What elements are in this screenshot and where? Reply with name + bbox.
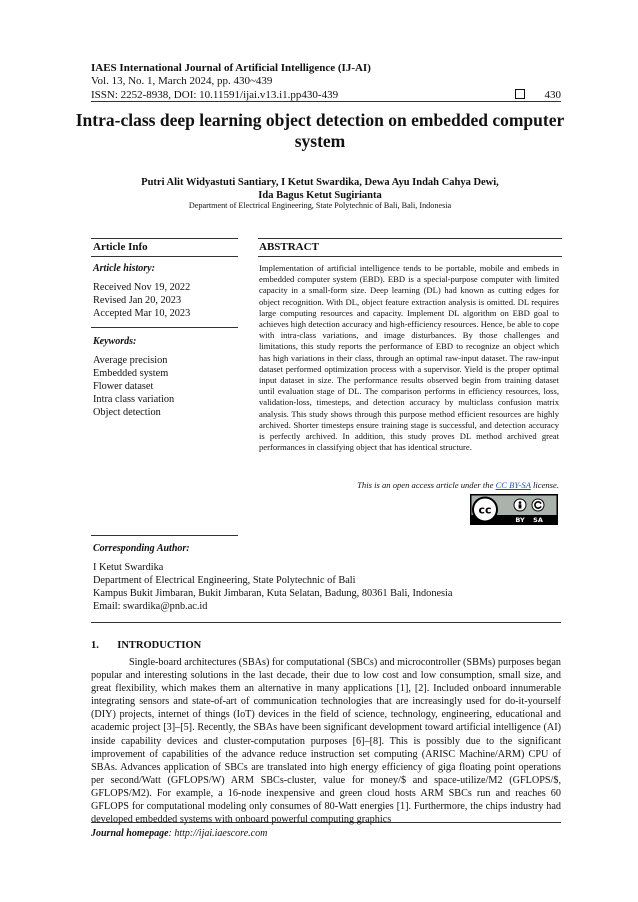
revised-date: Revised Jan 20, 2023 (93, 295, 182, 306)
square-icon (515, 89, 525, 99)
authors-line-2: Ida Bagus Ketut Sugirianta (258, 190, 382, 201)
homepage-label: Journal homepage (91, 828, 169, 839)
keywords-rule (91, 327, 238, 328)
journal-homepage[interactable] (91, 828, 267, 839)
corresponding-dept: Department of Electrical Engineering, State Polytechnic of Bali (93, 575, 356, 586)
intro-heading: 1. INTRODUCTION (91, 640, 202, 651)
keyword-item: Average precision (93, 355, 168, 366)
license-prefix: This is an open access article under the (357, 480, 496, 490)
license-link[interactable]: CC BY-SA (495, 480, 531, 490)
article-info-rule (91, 256, 238, 257)
article-info-heading: Article Info (93, 241, 148, 253)
intro-paragraph: Single-board architectures (SBAs) for computational (SBCs) and microcontroller (SBMs) purposes began popular and interesting solutions in the last decade, their due to low cost and low consumption, small size, and great flexibility, which makes them an alternative in many applications [1], [2]. Included onboard innumerable integrating sensors and state-of-art of communication technologies that are increasingly used for do-it-yourself (DIY) projects, internet of things (IoT) devices in the field of science, technology, engineering, educational and academic project [3]–[5]. Recently, the SBAs have been significant development toward artificial intelligence (AI) inside capability devices and cluster-computation purposes [6]–[8]. This is possibly due to the significant improvement of capabilities of the advance reduce instruction set computing (ARISC Machine/ARM) CPU of SBAs. Advances application of SBCs are translated into high energy efficiency of giga floating point operations per second/Watt (GFLOPS/W) ARM SBCs-cluster, value for money/$ and space-utilize/M2 (GFLOPS/$, GFLOPS/M2). For example, a 16-node inexpensive and green cloud hosts ARM SBCs run and reaches 60 GFLOPS for computational modeling only consumes of 80-Watt energies [1]. Furthermore, the chips industry had developed embedded systems with onboard powerful computing graphics (91, 657, 561, 826)
keyword-item: Embedded system (93, 368, 169, 379)
badge-cc-text: cc (478, 503, 492, 517)
cc-by-sa-badge[interactable] (470, 494, 558, 525)
article-info-rule-top (91, 238, 238, 239)
paper-title: Intra-class deep learning object detection on embedded computer system (75, 110, 565, 151)
corresponding-email[interactable]: Email: swardika@pnb.ac.id (93, 601, 208, 612)
abstract-heading: ABSTRACT (259, 241, 319, 253)
license-line (259, 480, 559, 490)
page-number: 430 (544, 89, 561, 101)
journal-issn-row (91, 88, 561, 102)
keywords-label: Keywords: (93, 336, 137, 347)
keywords-list (93, 354, 238, 419)
front-matter-rule (91, 622, 561, 623)
keyword-item: Flower dataset (93, 381, 154, 392)
corresponding-name: I Ketut Swardika (93, 562, 164, 573)
authors (60, 176, 580, 202)
abstract-rule (258, 256, 562, 257)
article-history (93, 281, 238, 320)
journal-header (91, 62, 561, 102)
cc-license-icon (470, 494, 558, 525)
keyword-item: Object detection (93, 407, 161, 418)
badge-by-text: BY (515, 516, 525, 524)
keyword-item: Intra class variation (93, 394, 175, 405)
received-date: Received Nov 19, 2022 (93, 282, 191, 293)
intro-body (91, 656, 561, 826)
corresponding-address: Kampus Bukit Jimbaran, Bukit Jimbaran, Kuta Selatan, Badung, 80361 Bali, Indonesia (93, 588, 453, 599)
abstract-text: Implementation of artificial intelligence tends to be portable, mobile and embeds in embedded computer system (EBD). EBD is a special-purpose computer with limited capacity in a small-form size. Deep learning (DL) had known as cutting edges for object recognition. With DL, object feature extraction analysis is omitted. DL requires large computing resources and capacity. Implement DL algorithm on EBD goal to achieves high detection accuracy and high-efficiency resources. Hence, be able to cope with intra-class variations, and image disturbances. By those challenges and limitations, this study reports the performance of EBD to recognize an object which has high variations in their class, through an optimal raw-input dataset. The raw-input dataset performed optimization process with a supervisor. Yield is the proper optimal input dataset in size. The performance results observed begin from training dataset until evaluation stage of DL. The comparison performs in efficiency resources, loss, validation-loss, timesteps, and detection accuracy by multiclass confusion matrix analysis. This study shows through this purpose method efficient resources are highly archived. Shorter timesteps ensure training stage is successful, and detection accuracy is perfectly archived. In addition, this study proves DL method archived great performances in classifying object that has identical structure. (259, 263, 559, 453)
homepage-url[interactable]: : http://ijai.iaescore.com (168, 828, 268, 839)
corresponding-label: Corresponding Author: (93, 543, 190, 554)
journal-issn: ISSN: 2252-8938, DOI: 10.11591/ijai.v13.i1.pp430-439 (91, 88, 339, 101)
corresponding-details (93, 561, 563, 613)
journal-volume: Vol. 13, No. 1, March 2024, pp. 430~439 (91, 75, 273, 87)
license-suffix: license. (530, 480, 559, 490)
corresponding-rule-top (91, 535, 238, 536)
page-number-group (515, 88, 562, 102)
accepted-date: Accepted Mar 10, 2023 (93, 308, 191, 319)
footer-rule (91, 822, 561, 823)
badge-sa-text: SA (533, 516, 543, 524)
history-label: Article history: (93, 263, 155, 274)
authors-line-1: Putri Alit Widyastuti Santiary, I Ketut Swardika, Dewa Ayu Indah Cahya Dewi, (141, 177, 499, 188)
journal-name: IAES International Journal of Artificial Intelligence (IJ-AI) (91, 62, 371, 74)
affiliation: Department of Electrical Engineering, State Polytechnic of Bali, Bali, Indonesia (188, 201, 452, 210)
abstract-rule-top (258, 238, 562, 239)
header-rule (91, 101, 561, 102)
